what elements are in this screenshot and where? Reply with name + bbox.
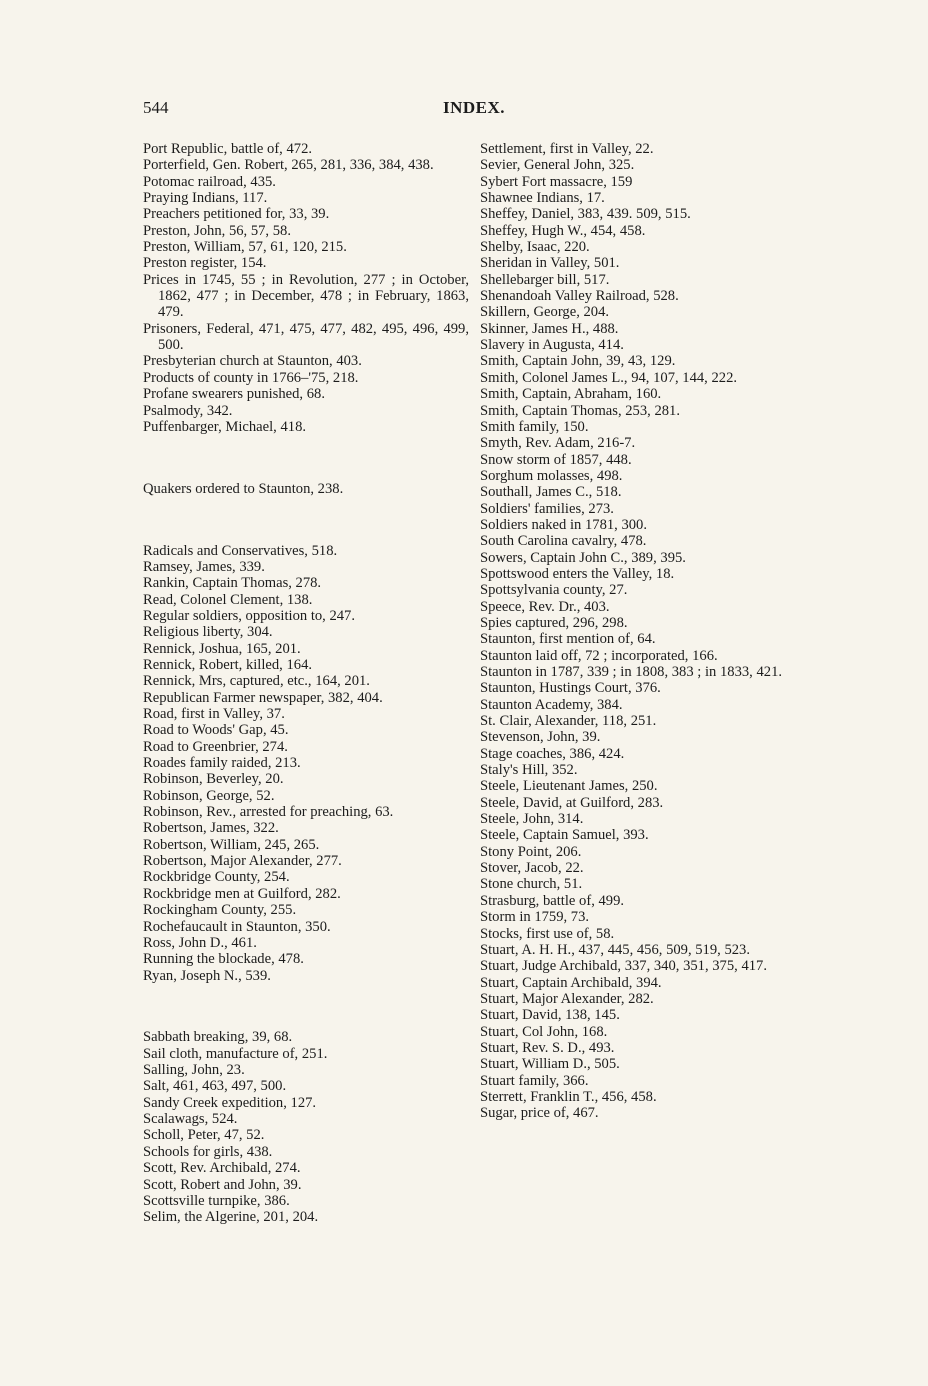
index-entry: Stocks, first use of, 58. xyxy=(480,925,615,942)
index-entry: Sandy Creek expedition, 127. xyxy=(143,1094,317,1111)
index-entry: Stuart, Captain Archibald, 394. xyxy=(480,974,662,991)
index-entry: Rockbridge men at Guilford, 282. xyxy=(143,885,341,902)
index-entry: Rochefaucault in Staunton, 350. xyxy=(143,918,331,935)
index-entry: Road to Woods' Gap, 45. xyxy=(143,722,289,739)
index-entry: South Carolina cavalry, 478. xyxy=(480,533,647,550)
index-entry: Stuart, David, 138, 145. xyxy=(480,1007,620,1024)
index-entry: Sabbath breaking, 39, 68. xyxy=(143,1029,293,1046)
index-entry: Scholl, Peter, 47, 52. xyxy=(143,1127,265,1144)
index-entry: Stuart, A. H. H., 437, 445, 456, 509, 519, 523. xyxy=(480,941,750,958)
index-entry: Sowers, Captain John C., 389, 395. xyxy=(480,549,686,566)
index-entry: Regular soldiers, opposition to, 247. xyxy=(143,607,356,624)
index-entry: Roades family raided, 213. xyxy=(143,755,301,772)
index-entry: Staunton laid off, 72 ; incorporated, 166. xyxy=(480,647,718,664)
index-entry: Religious liberty, 304. xyxy=(143,624,273,641)
index-entry: Southall, James C., 518. xyxy=(480,484,622,501)
index-entry: Republican Farmer newspaper, 382, 404. xyxy=(143,689,383,706)
index-entry: St. Clair, Alexander, 118, 251. xyxy=(480,713,657,730)
index-entry: Spies captured, 296, 298. xyxy=(480,614,628,631)
index-entry: Psalmody, 342. xyxy=(143,402,233,419)
index-entry: Shawnee Indians, 17. xyxy=(480,190,605,207)
index-entry: Ramsey, James, 339. xyxy=(143,558,265,575)
index-entry: Smith, Captain, Abraham, 160. xyxy=(480,386,662,403)
index-column-right xyxy=(480,141,810,1122)
index-entry: Staunton Academy, 384. xyxy=(480,696,623,713)
index-entry: Road to Greenbrier, 274. xyxy=(143,738,288,755)
index-entry: Scott, Rev. Archibald, 274. xyxy=(143,1160,301,1177)
index-entry: Profane swearers punished, 68. xyxy=(143,386,325,403)
index-entry: Prisoners, Federal, 471, 475, 477, 482, 495, 496, 499, 500. xyxy=(143,320,469,354)
index-entry: Praying Indians, 117. xyxy=(143,190,268,207)
index-entry: Steele, Lieutenant James, 250. xyxy=(480,778,658,795)
index-entry: Stover, Jacob, 22. xyxy=(480,860,584,877)
index-entry: Smith family, 150. xyxy=(480,418,589,435)
index-entry: Shellebarger bill, 517. xyxy=(480,271,610,288)
index-entry: Sheridan in Valley, 501. xyxy=(480,255,620,272)
index-entry: Port Republic, battle of, 472. xyxy=(143,141,313,157)
index-entry: Sybert Fort massacre, 159 xyxy=(480,173,633,190)
index-entry: Rockbridge County, 254. xyxy=(143,869,290,886)
index-entry: Scalawags, 524. xyxy=(143,1111,238,1128)
index-entry: Scottsville turnpike, 386. xyxy=(143,1192,290,1209)
index-entry: Potomac railroad, 435. xyxy=(143,173,276,190)
page-number: 544 xyxy=(143,98,169,117)
index-entry: Stuart, Judge Archibald, 337, 340, 351, 375, 417. xyxy=(480,958,767,975)
page-title: INDEX. xyxy=(443,98,506,117)
index-entry: Robinson, George, 52. xyxy=(143,787,275,804)
index-entry: Steele, David, at Guilford, 283. xyxy=(480,794,664,811)
index-entry: Rennick, Robert, killed, 164. xyxy=(143,657,313,673)
index-entry: Snow storm of 1857, 448. xyxy=(480,451,632,468)
index-entry: Smith, Captain Thomas, 253, 281. xyxy=(480,402,680,419)
index-entry: Stuart, Major Alexander, 282. xyxy=(480,990,654,1007)
index-entry: Sugar, price of, 467. xyxy=(480,1105,599,1122)
index-entry: Sheffey, Daniel, 383, 439. 509, 515. xyxy=(480,206,691,223)
index-entry: Stuart, William D., 505. xyxy=(480,1056,620,1073)
index-entry: Selim, the Algerine, 201, 204. xyxy=(143,1209,319,1226)
index-entry: Smyth, Rev. Adam, 216-7. xyxy=(480,435,636,452)
index-entry: Radicals and Conservatives, 518. xyxy=(143,542,338,559)
index-entry: Sevier, General John, 325. xyxy=(480,157,635,174)
index-entry: Ryan, Joseph N., 539. xyxy=(143,967,271,984)
index-entry: Strasburg, battle of, 499. xyxy=(480,892,625,909)
index-entry: Robinson, Beverley, 20. xyxy=(143,771,284,788)
index-entry: Stevenson, John, 39. xyxy=(480,729,601,746)
index-entry: Porterfield, Gen. Robert, 265, 281, 336, 384, 438. xyxy=(143,157,434,174)
index-entry: Quakers ordered to Staunton, 238. xyxy=(143,480,344,497)
index-entry: Robertson, Major Alexander, 277. xyxy=(143,853,342,870)
index-entry: Sorghum molasses, 498. xyxy=(480,467,623,484)
index-entry: Robinson, Rev., arrested for preaching, 63. xyxy=(143,804,394,821)
index-entry: Stone church, 51. xyxy=(480,876,583,893)
section-gap xyxy=(143,512,469,528)
index-entry: Robertson, James, 322. xyxy=(143,820,279,837)
index-entry: Read, Colonel Clement, 138. xyxy=(143,591,313,608)
index-entry: Shenandoah Valley Railroad, 528. xyxy=(480,288,679,305)
index-entry: Stuart, Col John, 168. xyxy=(480,1023,608,1040)
index-entry: Speece, Rev. Dr., 403. xyxy=(480,598,610,615)
index-entry: Staunton, first mention of, 64. xyxy=(480,631,656,648)
index-entry: Staunton, Hustings Court, 376. xyxy=(480,680,661,697)
index-entry: Smith, Colonel James L., 94, 107, 144, 222. xyxy=(480,369,738,386)
index-entry: Preston, John, 56, 57, 58. xyxy=(143,222,291,239)
index-entry: Storm in 1759, 73. xyxy=(480,909,590,926)
index-entry: Products of county in 1766–'75, 218. xyxy=(143,369,359,386)
index-entry: Stuart, Rev. S. D., 493. xyxy=(480,1039,615,1056)
index-entry: Staly's Hill, 352. xyxy=(480,762,578,779)
section-gap xyxy=(143,450,469,466)
index-entry: Soldiers naked in 1781, 300. xyxy=(480,516,648,533)
index-entry: Scott, Robert and John, 39. xyxy=(143,1176,302,1193)
index-entry: Sail cloth, manufacture of, 251. xyxy=(143,1045,328,1062)
index-entry: Sterrett, Franklin T., 456, 458. xyxy=(480,1088,657,1105)
index-entry: Prices in 1745, 55 ; in Revolution, 277 ; in October, 1862, 477 ; in December, 478 ; in February, 1863, 479. xyxy=(143,271,469,321)
index-entry: Spottswood enters the Valley, 18. xyxy=(480,565,675,582)
index-entry: Road, first in Valley, 37. xyxy=(143,706,285,723)
page-header xyxy=(143,98,783,120)
index-entry: Rockingham County, 255. xyxy=(143,902,297,919)
section-gap xyxy=(143,998,469,1014)
index-entry: Steele, John, 314. xyxy=(480,811,584,828)
index-entry: Settlement, first in Valley, 22. xyxy=(480,141,654,157)
index-entry: Skinner, James H., 488. xyxy=(480,320,619,337)
index-entry: Stony Point, 206. xyxy=(480,843,582,860)
index-entry: Ross, John D., 461. xyxy=(143,934,257,951)
index-entry: Rennick, Mrs, captured, etc., 164, 201. xyxy=(143,673,370,690)
index-entry: Robertson, William, 245, 265. xyxy=(143,836,320,853)
index-entry: Staunton in 1787, 339 ; in 1808, 383 ; in 1833, 421. xyxy=(480,664,783,680)
index-entry: Sheffey, Hugh W., 454, 458. xyxy=(480,222,646,239)
index-entry: Shelby, Isaac, 220. xyxy=(480,239,590,256)
index-entry: Running the blockade, 478. xyxy=(143,951,304,968)
index-column-left xyxy=(143,141,469,1226)
index-entry: Preston, William, 57, 61, 120, 215. xyxy=(143,239,347,256)
index-entry: Rankin, Captain Thomas, 278. xyxy=(143,575,322,592)
index-entry: Soldiers' families, 273. xyxy=(480,500,614,517)
index-entry: Stage coaches, 386, 424. xyxy=(480,745,625,762)
index-entry: Presbyterian church at Staunton, 403. xyxy=(143,353,362,370)
index-entry: Smith, Captain John, 39, 43, 129. xyxy=(480,353,676,370)
index-entry: Puffenbarger, Michael, 418. xyxy=(143,418,307,435)
index-entry: Steele, Captain Samuel, 393. xyxy=(480,827,649,844)
index-entry: Salling, John, 23. xyxy=(143,1062,245,1079)
index-entry: Schools for girls, 438. xyxy=(143,1143,273,1160)
index-entry: Preachers petitioned for, 33, 39. xyxy=(143,206,330,223)
index-entry: Preston register, 154. xyxy=(143,255,267,272)
index-entry: Skillern, George, 204. xyxy=(480,304,610,321)
index-entry: Spottsylvania county, 27. xyxy=(480,582,628,599)
index-entry: Salt, 461, 463, 497, 500. xyxy=(143,1078,287,1095)
index-entry: Rennick, Joshua, 165, 201. xyxy=(143,640,301,657)
index-entry: Stuart family, 366. xyxy=(480,1072,589,1089)
index-entry: Slavery in Augusta, 414. xyxy=(480,337,624,354)
